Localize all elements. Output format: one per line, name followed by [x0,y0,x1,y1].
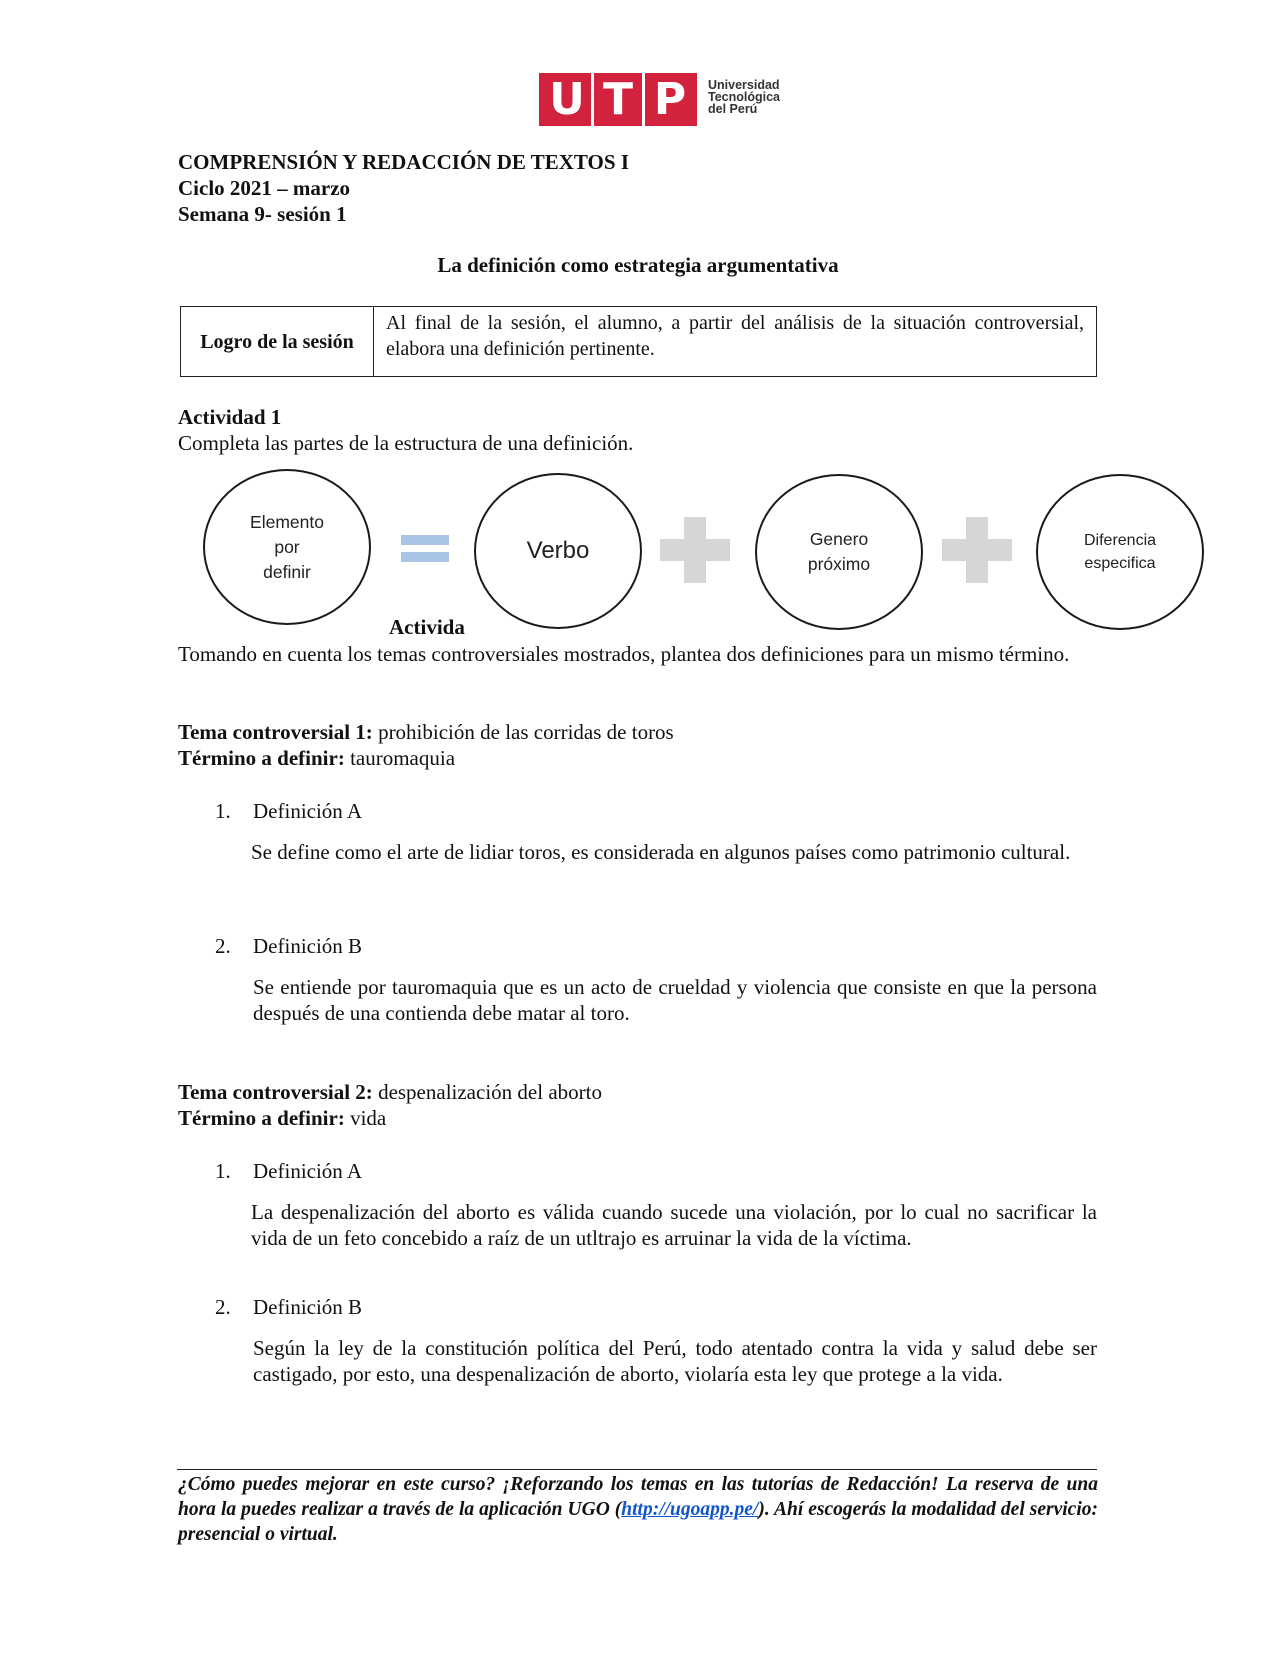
page-title: La definición como estrategia argumentativa [437,253,839,277]
logo-university-name: Universidad Tecnológica del Perú [708,78,781,116]
circle-elemento: Elemento por definir [203,469,371,625]
ugo-app-link[interactable]: http://ugoapp.pe/ [621,1499,759,1520]
activity2-instruction: Tomando en cuenta los temas controversiales mostrados, plantea dos definiciones para un mismo término. [178,642,1070,666]
list-item-number: 1. [215,1159,231,1183]
equals-sign-bottom [401,552,449,562]
plus-icon [966,517,988,583]
definition-text: La despenalización del aborto es válida cuando sucede una violación, por lo cual no sacrificar la vida de un feto concebido a raíz de un utltrajo es arruinar la vida de la víctima. [251,1200,1097,1250]
tema2-line: Tema controversial 2: despenalización del aborto [178,1080,602,1104]
tema1-term-line: Término a definir: tauromaquia [178,746,456,770]
logo-letter-u: U [549,74,585,125]
logo-separator [642,73,645,126]
equals-sign-top [401,535,449,545]
activity1-heading: Actividad 1 [178,405,282,429]
logo-letter-t: T [602,74,633,125]
circle-genero: Genero próximo [755,474,923,630]
course-week: Semana 9- sesión 1 [178,202,347,226]
list-item-label: Definición A [253,799,363,823]
circle-diferencia: Diferencia especifica [1036,474,1204,630]
footer-note: ¿Cómo puedes mejorar en este curso? ¡Reforzando los temas en las tutorías de Redacción! La reserva de una hora la puedes realizar a través de la aplicación UGO (http://ugoapp.pe/). Ahí escogerás la modalidad del servicio: presencial o virtual. [178,1474,1098,1545]
activity1-instruction: Completa las partes de la estructura de una definición. [178,431,634,455]
footer-divider [177,1469,1097,1470]
logro-label: Logro de la sesión [181,307,374,377]
course-title: COMPRENSIÓN Y REDACCIÓN DE TEXTOS I [178,150,629,174]
circle-verbo: Verbo [474,473,642,629]
tema2-term-line: Término a definir: vida [178,1106,387,1130]
definition-text: Se entiende por tauromaquia que es un acto de crueldad y violencia que consiste en que la persona después de una contienda debe matar al toro. [253,975,1097,1025]
list-item-number: 2. [215,1295,231,1319]
list-item-number: 1. [215,799,231,823]
tema1-line: Tema controversial 1: prohibición de las corridas de toros [178,720,674,744]
course-cycle: Ciclo 2021 – marzo [178,176,351,200]
definition-text: Se define como el arte de lidiar toros, es considerada en algunos países como patrimonio cultural. [251,840,1071,864]
logro-table [180,306,1097,377]
logro-text: Al final de la sesión, el alumno, a partir del análisis de la situación controversial, elabora una definición pertinente. [374,307,1097,377]
definition-text: Según la ley de la constitución política del Perú, todo atentado contra la vida y salud debe ser castigado, por esto, una despenalización de aborto, violaría esta ley que protege a la vida. [253,1336,1097,1386]
logo-letter-p: P [653,74,687,125]
logo-separator [591,73,594,126]
list-item-label: Definición B [253,1295,363,1319]
list-item-label: Definición A [253,1159,363,1183]
plus-icon [684,517,706,583]
activity2-heading: Activida [389,615,465,639]
list-item-number: 2. [215,934,231,958]
list-item-label: Definición B [253,934,363,958]
